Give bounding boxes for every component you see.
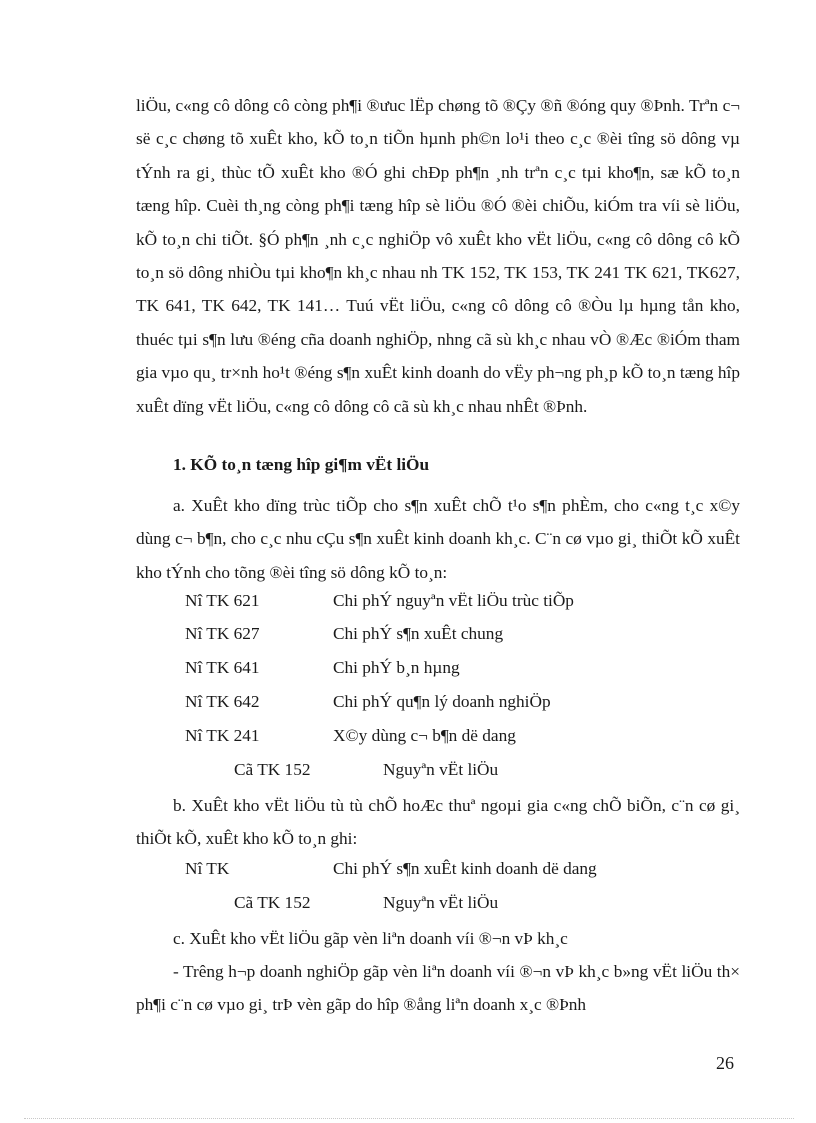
entry-a5-account: Nî TK 241 — [185, 726, 260, 745]
paragraph-xuat-kho-intro: liÖu, c«ng cô dông cô còng ph¶i ®ưuc lËp chøng tõ ®Çy ®ñ ®óng quy ®Þnh. Trªn c¬ së c¸c chøng tõ xuÊt kho, kÕ to¸n tiÕn hµnh ph©n lo¹i theo c¸c ®èi tîng sö dông vµ tÝnh ra gi¸ thùc tÕ xuÊt kho ®Ó ghi chÐp ph¶n ¸nh trªn c¸c tµi kho¶n, sæ kÕ to¸n tæng hîp. Cuèi th¸ng còng ph¶i tæng hîp sè liÖu ®Ó ®èi chiÕu, kiÓm tra víi sè liÖu, kÕ to¸n chi tiÕt. §Ó ph¶n ¸nh c¸c nghiÖp vô xuÊt kho vËt liÖu, c«ng cô dông cô kÕ to¸n sö dông nhiÒu tµi kho¶n kh¸c nhau nh TK 152, TK 153, TK 241 TK 621, TK627, TK 641, TK 642, TK 141… Tuú vËt liÖu, c«ng cô dông cô ®Òu lµ hµng tån kho, thuéc tµi s¶n lưu ®éng cña doanh nghiÖp, nhng cã sù kh¸c nhau vÒ ®Æc ®iÓm tham gia vµo qu¸ tr×nh ho¹t ®éng s¶n xuÊt kinh doanh do vËy ph¬ng ph¸p kÕ to¸n tæng hîp xuÊt dïng vËt liÖu, c«ng cô dông cô cã sù kh¸c nhau nhÊt ®Þnh. — [136, 96, 740, 416]
section-heading: 1. KÕ to¸n tæng hîp gi¶m vËt liÖu — [173, 455, 430, 474]
entry-a2-desc: Chi phÝ s¶n xuÊt chung — [333, 624, 504, 643]
entry-b2-account: Cã TK 152 — [234, 893, 311, 912]
footer-divider — [24, 1118, 794, 1119]
entry-a6-account: Cã TK 152 — [234, 760, 311, 779]
entry-a6-desc: Nguyªn vËt liÖu — [383, 760, 499, 779]
entry-b1-desc: Chi phÝ s¶n xuÊt kinh doanh dë dang — [333, 859, 597, 878]
entry-a5-desc: X©y dùng c¬ b¶n dë dang — [333, 726, 516, 745]
entry-a1-account: Nî TK 621 — [185, 591, 260, 610]
entry-a4-account: Nî TK 642 — [185, 692, 260, 711]
paragraph-c: c. XuÊt kho vËt liÖu gãp vèn liªn doanh víi ®¬n vÞ kh¸c — [173, 929, 568, 948]
entry-a3-desc: Chi phÝ b¸n hµng — [333, 658, 460, 677]
entry-a3-account: Nî TK 641 — [185, 658, 260, 677]
paragraph-c-detail: - Trêng h¬p doanh nghiÖp gãp vèn liªn doanh víi ®¬n vÞ kh¸c b»ng vËt liÖu th× ph¶i c¨n cø vµo gi¸ trÞ vèn gãp do hîp ®ång liªn doanh x¸c ®Þnh — [136, 962, 740, 1015]
entry-a2-account: Nî TK 627 — [185, 624, 260, 643]
page-number: 26 — [716, 1053, 734, 1073]
paragraph-a: a. XuÊt kho dïng trùc tiÕp cho s¶n xuÊt chÕ t¹o s¶n phÈm, cho c«ng t¸c x©y dùng c¬ b¶n, cho c¸c nhu cÇu s¶n xuÊt kinh doanh kh¸c. C¨n cø vµo gi¸ thiÕt kÕ xuÊt kho tÝnh cho tõng ®èi tîng sö dông kÕ to¸n: — [136, 496, 740, 582]
entry-a1-desc: Chi phÝ nguyªn vËt liÖu trùc tiÕp — [333, 591, 574, 610]
paragraph-b: b. XuÊt kho vËt liÖu tù tù chÕ hoÆc thuª ngoµi gia c«ng chÕ biÕn, c¨n cø gi¸ thiÕt kÕ, xuÊt kho kÕ to¸n ghi: — [136, 796, 740, 849]
entry-b2-desc: Nguyªn vËt liÖu — [383, 893, 499, 912]
entry-a4-desc: Chi phÝ qu¶n lý doanh nghiÖp — [333, 692, 551, 711]
entry-b1-account: Nî TK — [185, 859, 230, 878]
